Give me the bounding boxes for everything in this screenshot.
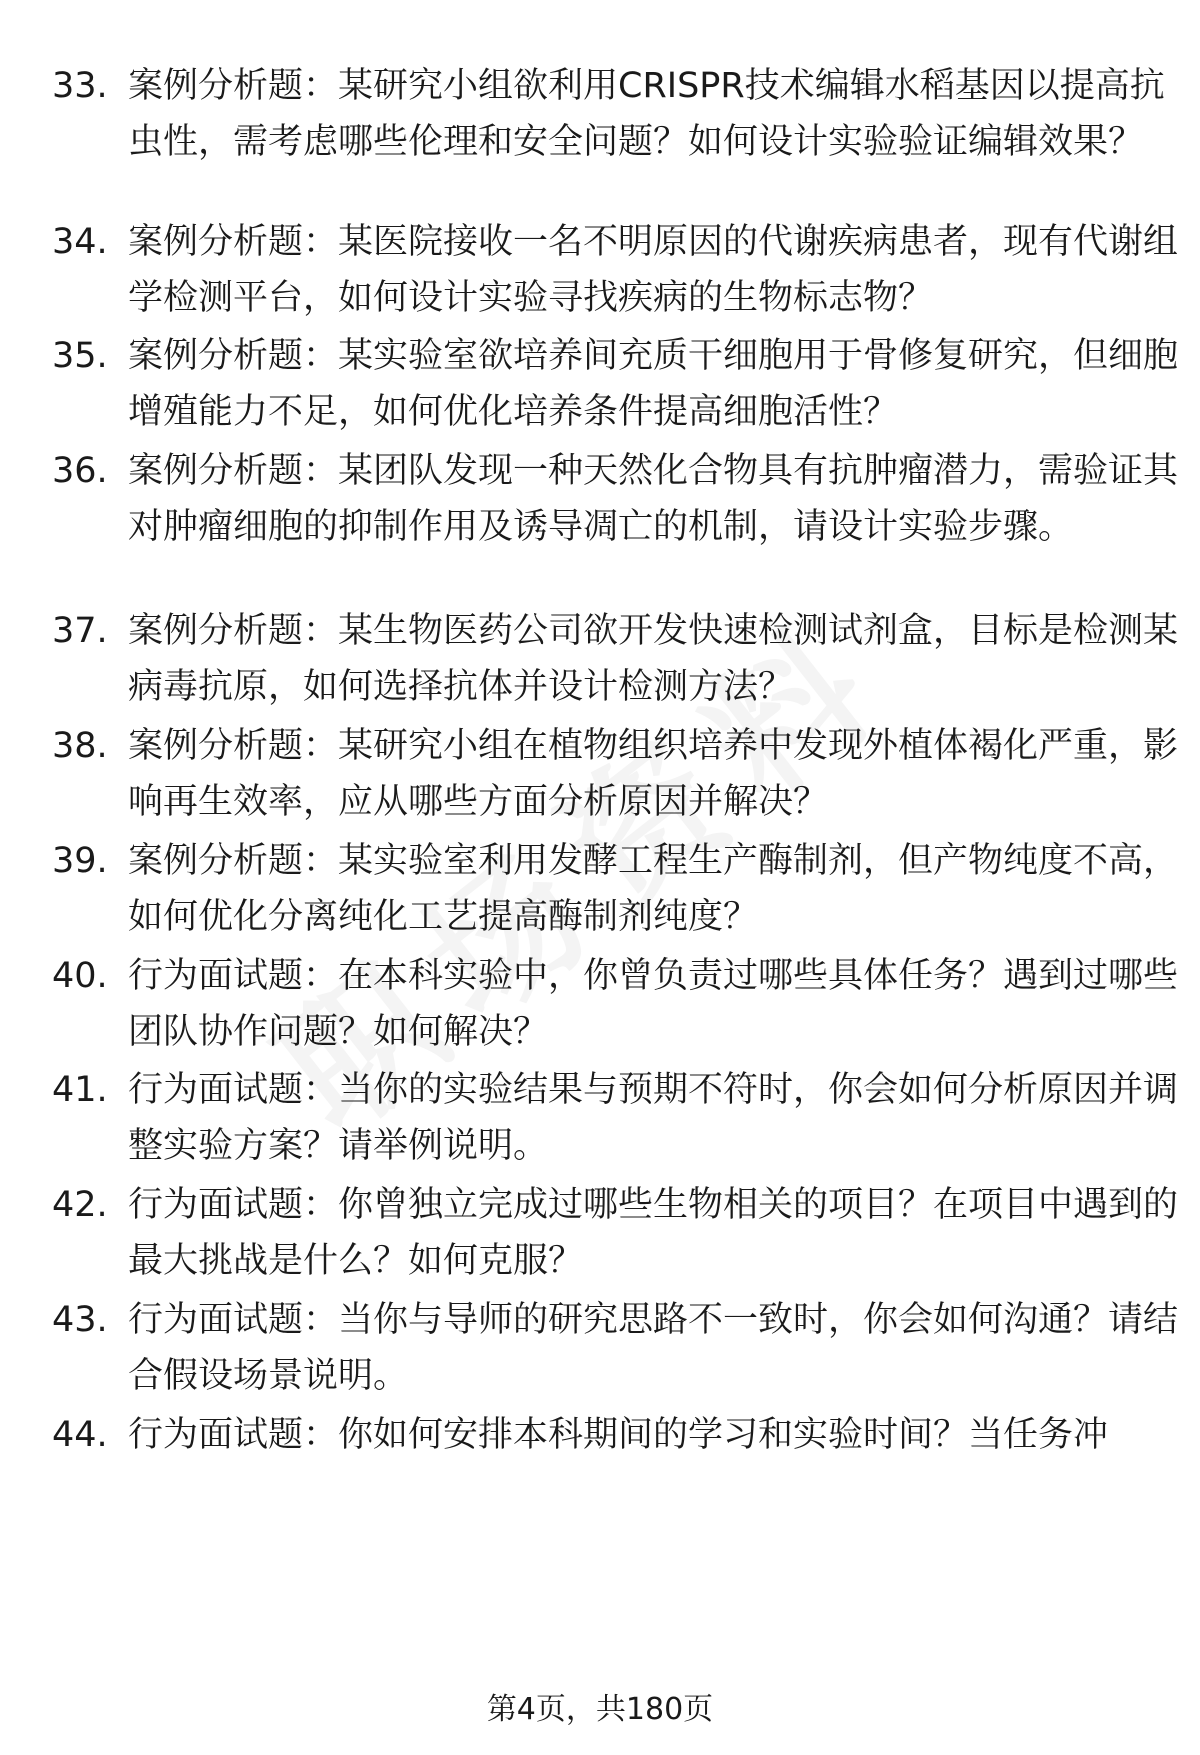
question-text: 行为面试题：你如何安排本科期间的学习和实验时间？当任务冲 — [128, 1415, 1109, 1455]
page-footer: 第4页，共180页 — [486, 1692, 714, 1727]
question-number: 36. — [52, 451, 108, 491]
question-number: 40. — [52, 956, 108, 996]
question-text: 行为面试题：你曾独立完成过哪些生物相关的项目？在项目中遇到的最大挑战是什么？如何克服？ — [128, 1185, 1179, 1281]
question-number: 34. — [52, 222, 108, 262]
question-text: 案例分析题：某研究小组在植物组织培养中发现外植体褐化严重，影响再生效率，应从哪些方面分析原因并解决？ — [128, 726, 1179, 822]
question-number: 44. — [52, 1415, 108, 1455]
question-text: 案例分析题：某实验室利用发酵工程生产酶制剂，但产物纯度不高，如何优化分离纯化工艺提高酶制剂纯度？ — [128, 841, 1179, 937]
question-number: 42. — [52, 1185, 108, 1225]
question-number: 41. — [52, 1070, 108, 1110]
question-number: 43. — [52, 1300, 108, 1340]
question-text: 案例分析题：某实验室欲培养间充质干细胞用于骨修复研究，但细胞增殖能力不足，如何优化培养条件提高细胞活性？ — [128, 336, 1179, 432]
question-number: 33. — [52, 66, 108, 106]
question-number: 38. — [52, 726, 108, 766]
question-text: 案例分析题：某生物医药公司欲开发快速检测试剂盒，目标是检测某病毒抗原，如何选择抗体并设计检测方法？ — [128, 611, 1179, 707]
question-text: 案例分析题：某医院接收一名不明原因的代谢疾病患者，现有代谢组学检测平台，如何设计实验寻找疾病的生物标志物？ — [128, 222, 1179, 318]
question-number: 37. — [52, 611, 108, 651]
question-text: 案例分析题：某团队发现一种天然化合物具有抗肿瘤潜力，需验证其对肿瘤细胞的抑制作用及诱导凋亡的机制，请设计实验步骤。 — [128, 451, 1179, 547]
question-text: 案例分析题：某研究小组欲利用CRISPR技术编辑水稻基因以提高抗虫性，需考虑哪些伦理和安全问题？如何设计实验验证编辑效果？ — [128, 66, 1165, 162]
question-text: 行为面试题：当你的实验结果与预期不符时，你会如何分析原因并调整实验方案？请举例说明。 — [128, 1070, 1179, 1166]
question-text: 行为面试题：当你与导师的研究思路不一致时，你会如何沟通？请结合假设场景说明。 — [128, 1300, 1179, 1396]
question-number: 39. — [52, 841, 108, 881]
question-number: 35. — [52, 336, 108, 376]
question-text: 行为面试题：在本科实验中，你曾负责过哪些具体任务？遇到过哪些团队协作问题？如何解决？ — [128, 956, 1179, 1052]
